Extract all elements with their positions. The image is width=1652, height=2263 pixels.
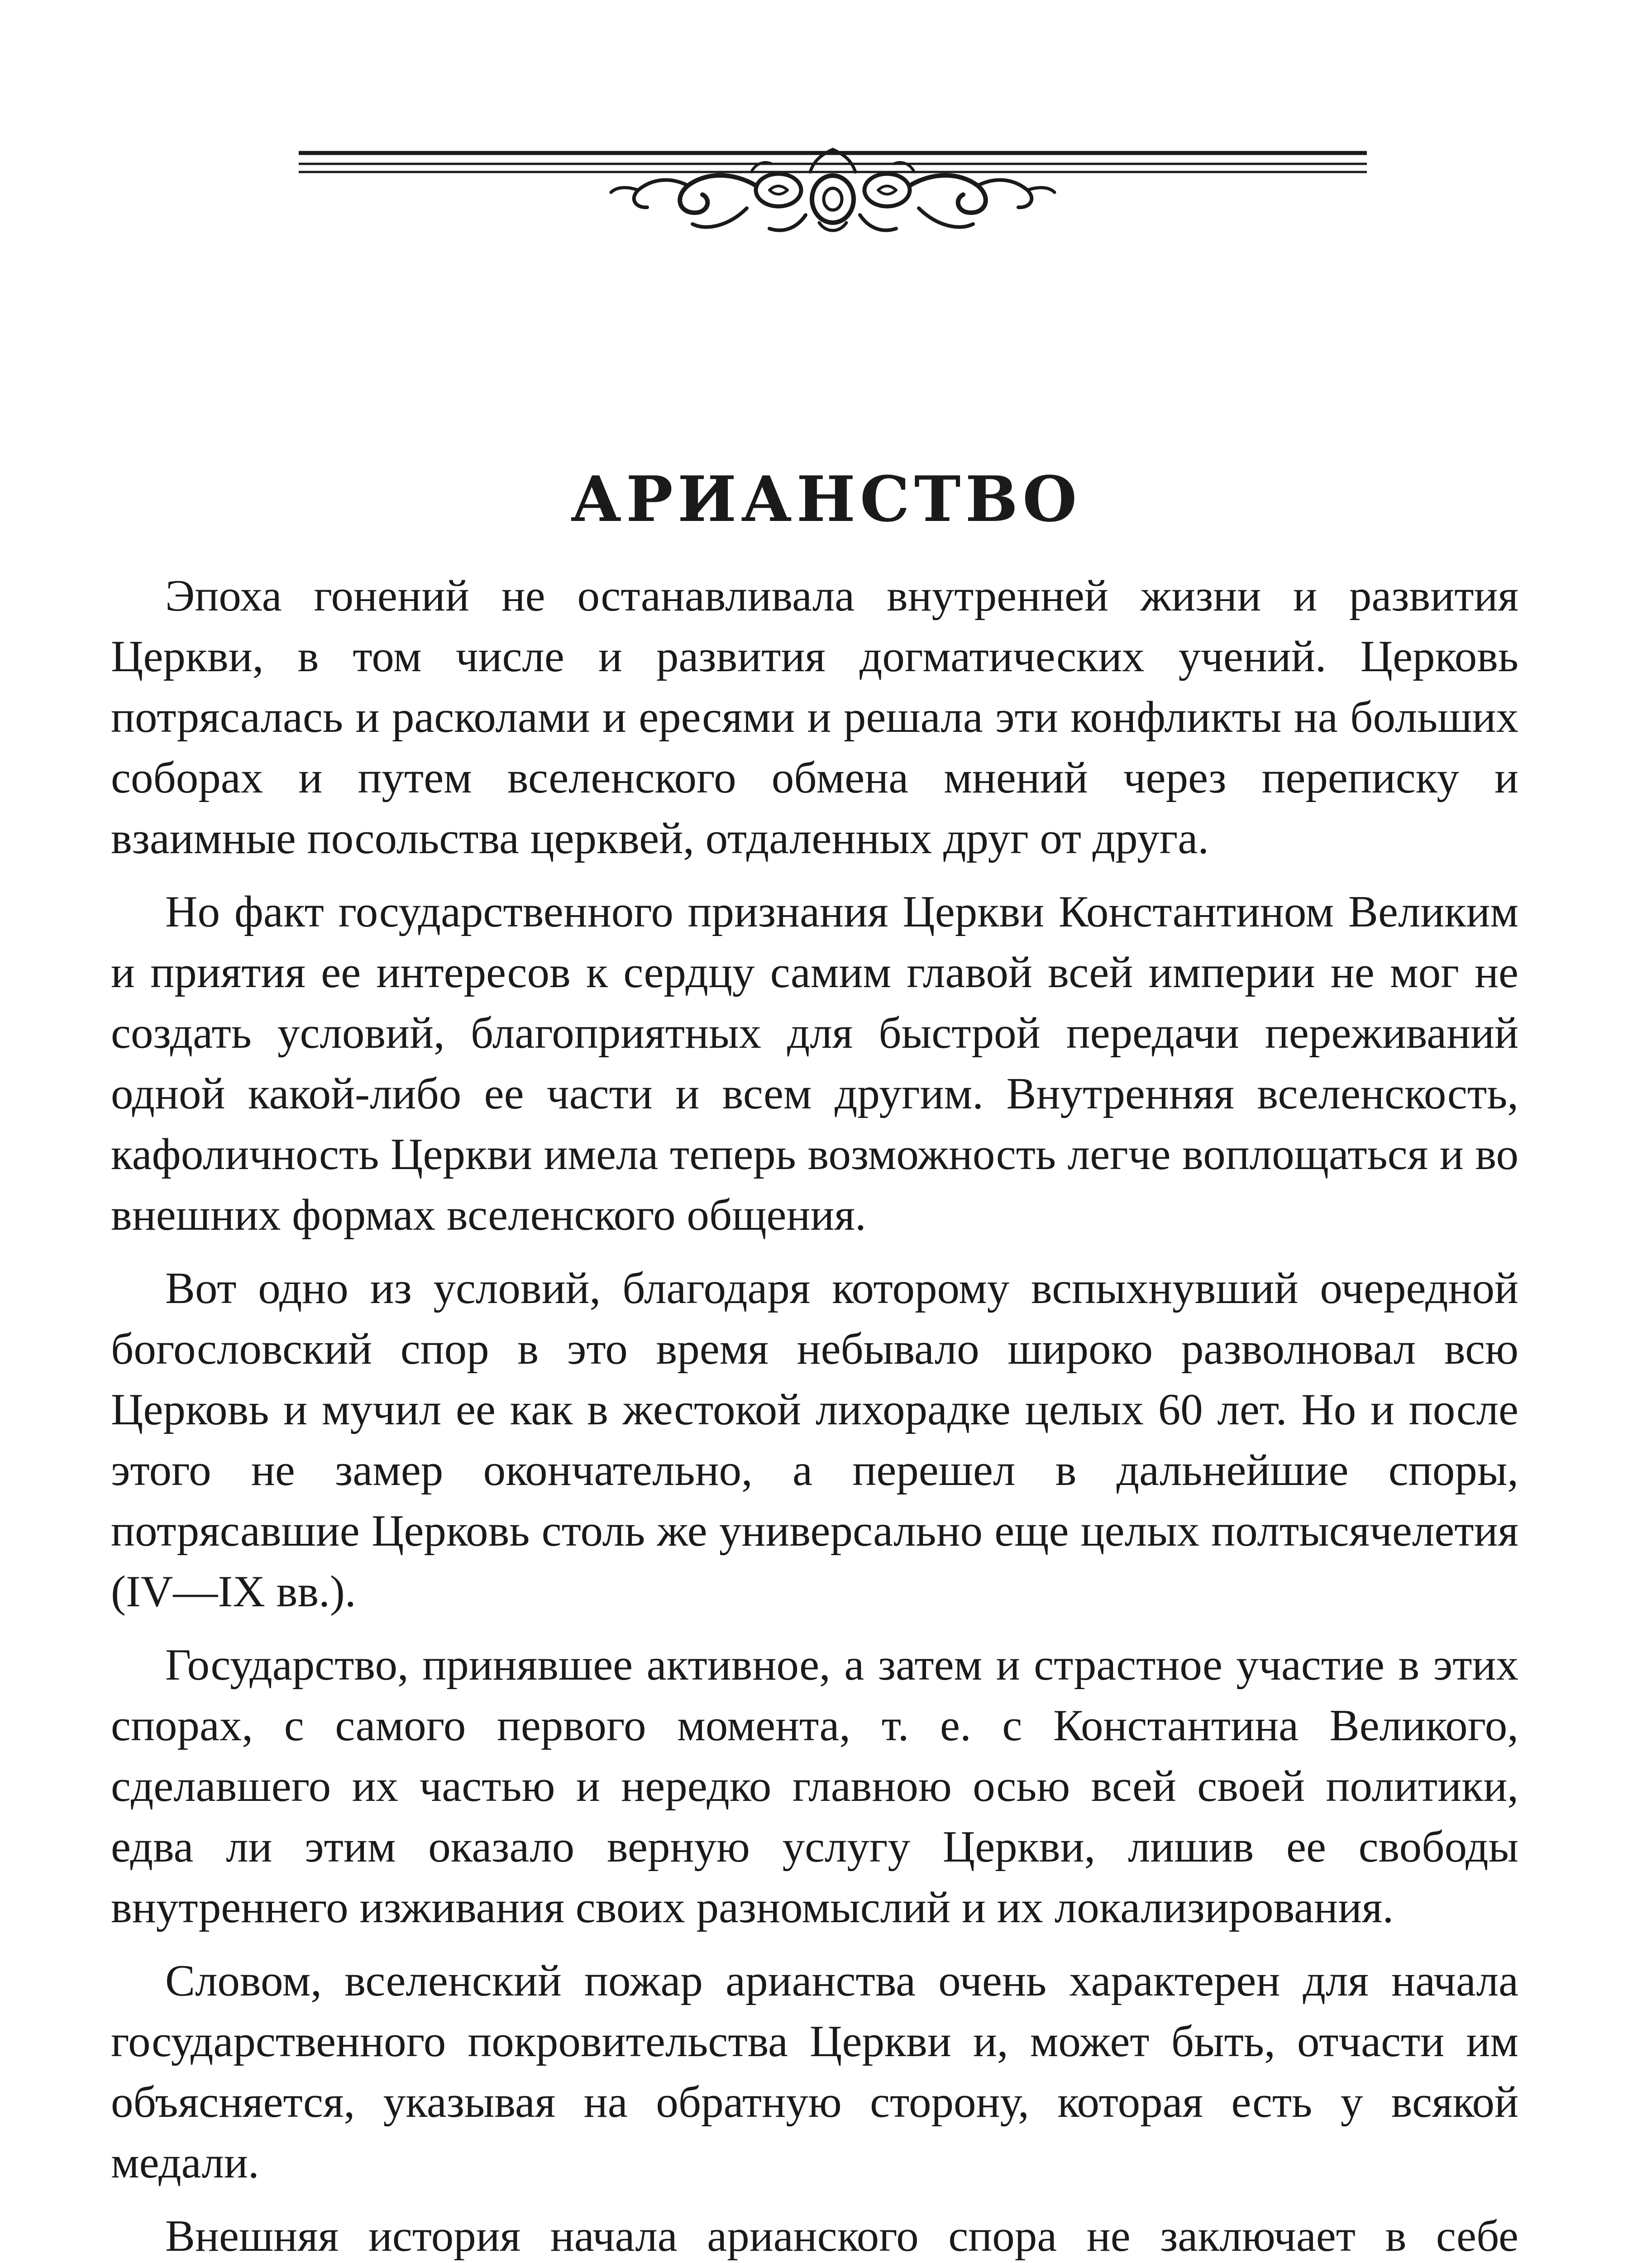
paragraph: Словом, вселенский пожар арианства очень характерен для начала государственного покровительства Церкви и, может быть, отчасти им объясняется, указывая на обратную сторону, которая есть у всякой медали.: [111, 1956, 1518, 2187]
ornamental-headpiece-icon: [299, 136, 1367, 244]
paragraph: Но факт государственного признания Церкви Константином Великим и приятия ее интересов к сердцу самим главой всей империи не мог не создать условий, благоприятных для быстрой передачи переживаний одной какой-либо ее части и всем другим. Внутренняя вселенскость, кафоличность Церкви имела теперь возможность легче воплощаться и во внешних формах вселенского общения.: [111, 887, 1518, 1240]
paragraph: Внешняя история начала арианского спора не заключает в себе: [165, 2211, 1518, 2261]
chapter-title: АРИАНСТВО: [570, 462, 1082, 536]
paragraph: Государство, принявшее активное, а затем и страстное участие в этих спорах, с самого первого момента, т. е. с Константина Великого, сделавшего их частью и нередко главною осью всей своей политики, едва ли этим оказало верную услугу Церкви, лишив ее свободы внутреннего изживания своих разномыслий и их локализирования.: [111, 1640, 1518, 1932]
paragraph: Вот одно из условий, благодаря которому вспыхнувший очередной богословский спор в это время небывало широко разволновал всю Церковь и мучил ее как в жестокой лихорадке целых 60 лет. Но и после этого не замер окончательно, а перешел в дальнейшие споры, потрясавшие Церковь столь же универсально еще целых полтысячелетия (IV—IX вв.).: [111, 1264, 1518, 1616]
body-text: [111, 566, 1518, 2263]
paragraph: Эпоха гонений не останавливала внутренней жизни и развития Церкви, в том числе и развития догматических учений. Церковь потрясалась и расколами и ересями и решала эти конфликты на больших соборах и путем вселенского обмена мнений через переписку и взаимные посольства церквей, отдаленных друг от друга.: [111, 571, 1518, 863]
